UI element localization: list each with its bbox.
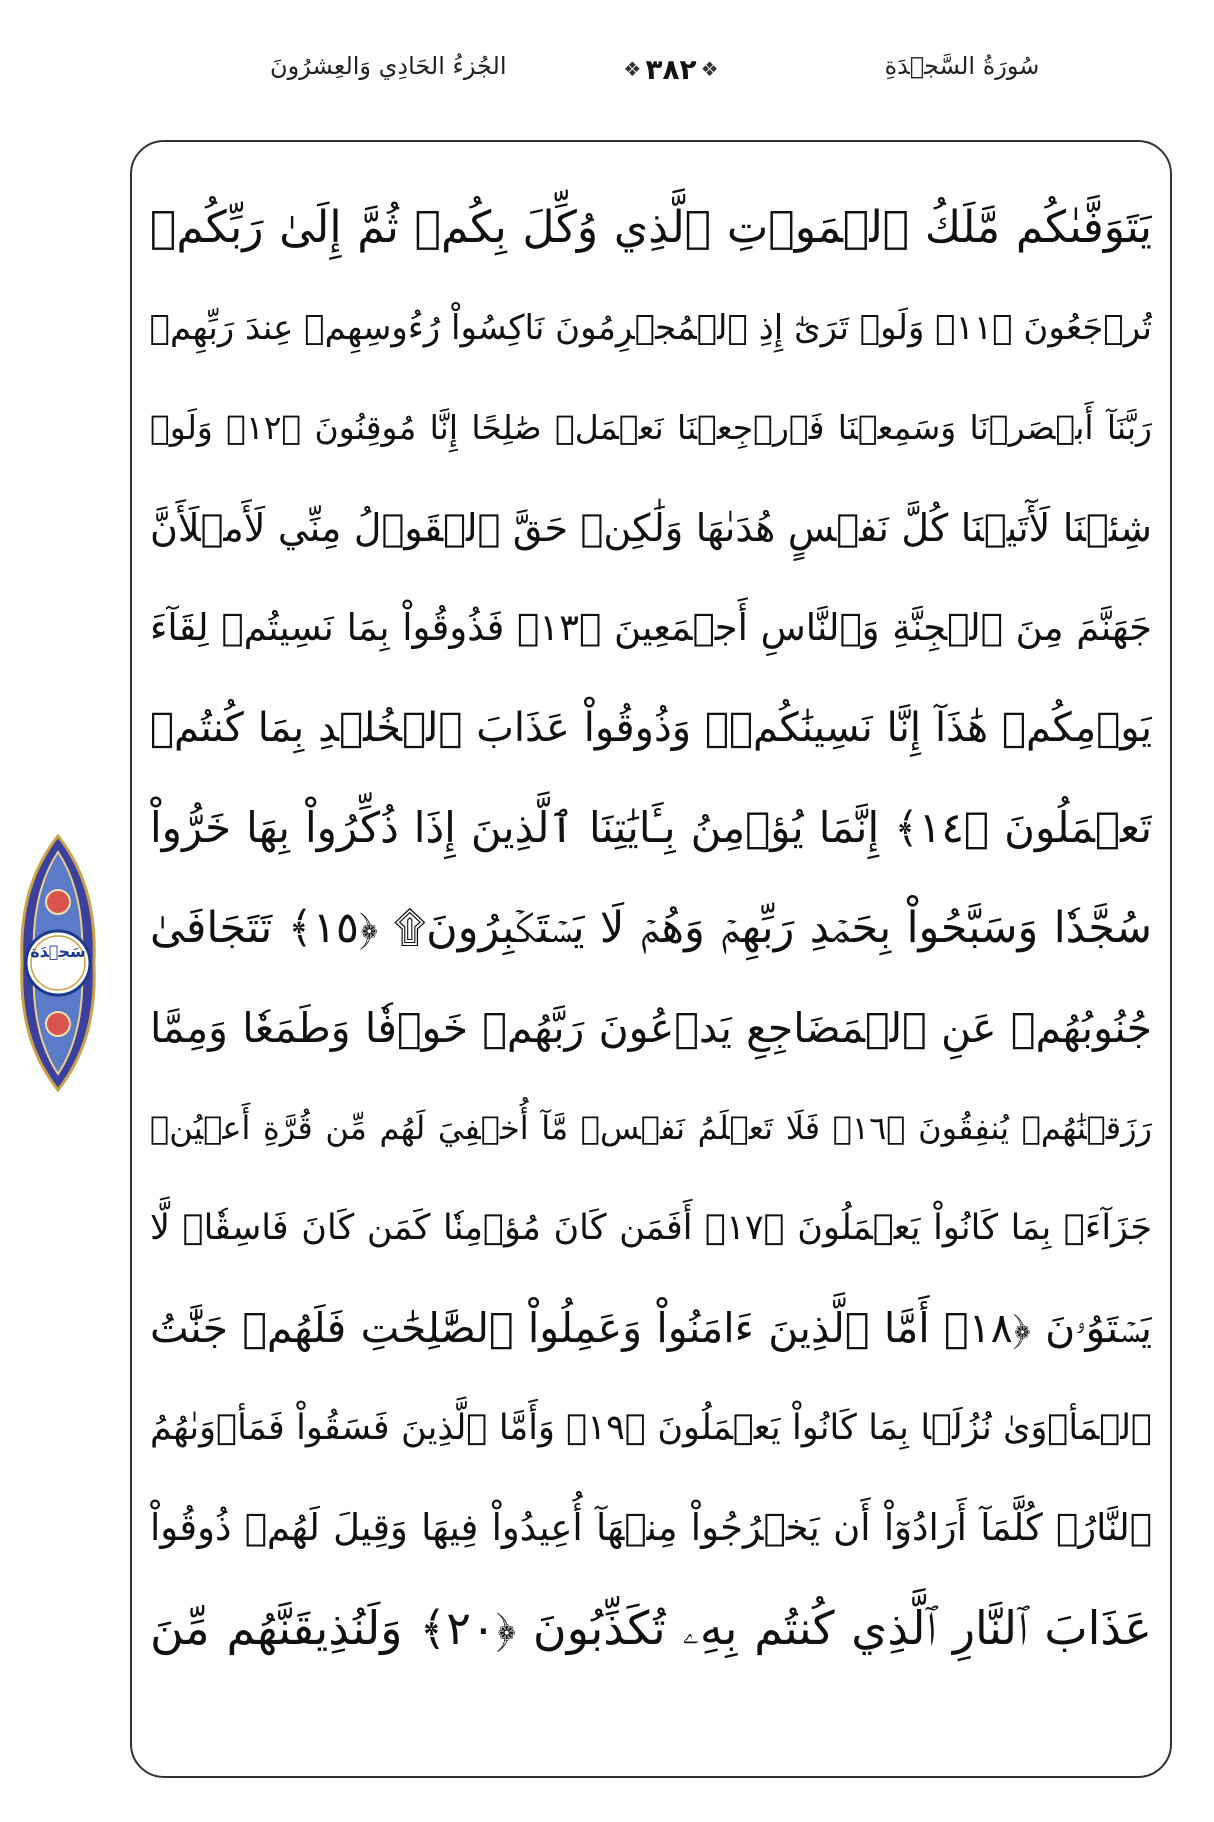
sajdah-ornament-icon — [16, 832, 100, 1094]
surah-name: سُورَةُ السَّجۡدَةِ — [884, 52, 1040, 80]
text-line: تَعۡمَلُونَ ﴿١٤﴾ إِنَّمَا يُؤۡمِنُ بِـَٔايَٰتِنَا ٱلَّذِينَ إِذَا ذُكِّرُواْ بِهَا خَرُّواْ — [150, 803, 1152, 852]
text-line: يَتَوَفَّىٰكُم مَّلَكُ ٱلۡمَوۡتِ ٱلَّذِي وُكِّلَ بِكُمۡ ثُمَّ إِلَىٰ رَبِّكُمۡ — [150, 202, 1152, 253]
page-header — [0, 48, 1214, 108]
juz-name: الجُزءُ الحَادِي وَالعِشرُونَ — [270, 52, 507, 80]
text-line: تُرۡجَعُونَ ﴿١١﴾ وَلَوۡ تَرَىٰٓ إِذِ ٱلۡمُجۡرِمُونَ نَاكِسُواْ رُءُوسِهِمۡ عِندَ رَبِّهِمۡ — [150, 308, 1152, 348]
text-line: رَزَقۡنَٰهُمۡ يُنفِقُونَ ﴿١٦﴾ فَلَا تَعۡلَمُ نَفۡسٞ مَّآ أُخۡفِيَ لَهُم مِّن قُرَّةِ أَعۡيُنٖ — [150, 1109, 1152, 1147]
sajdah-label: سَجۡدَة — [30, 942, 86, 961]
text-line: جَزَآءَۢ بِمَا كَانُواْ يَعۡمَلُونَ ﴿١٧﴾ أَفَمَن كَانَ مُؤۡمِنٗا كَمَن كَانَ فَاسِقٗاۚ لَّا — [150, 1208, 1152, 1248]
ornament-right-icon: ❖ — [623, 57, 642, 81]
text-line: رَبَّنَآ أَبۡصَرۡنَا وَسَمِعۡنَا فَٱرۡجِعۡنَا نَعۡمَلۡ صَٰلِحًا إِنَّا مُوقِنُونَ ﴿١٢﴾ وَلَوۡ — [150, 408, 1152, 447]
ornament-left-icon: ❖ — [700, 57, 719, 81]
text-line: جَهَنَّمَ مِنَ ٱلۡجِنَّةِ وَٱلنَّاسِ أَجۡمَعِينَ ﴿١٣﴾ فَذُوقُواْ بِمَا نَسِيتُمۡ لِقَآءَ — [150, 606, 1152, 649]
text-line: يَسۡتَوُۥنَ ﴿١٨﴾ أَمَّا ٱلَّذِينَ ءَامَنُواْ وَعَمِلُواْ ٱلصَّٰلِحَٰتِ فَلَهُمۡ جَنَّٰتُ — [150, 1304, 1152, 1352]
text-line: يَوۡمِكُمۡ هَٰذَآ إِنَّا نَسِينَٰكُمۡۖ وَذُوقُواْ عَذَابَ ٱلۡخُلۡدِ بِمَا كُنتُمۡ — [150, 705, 1152, 751]
text-line: ٱلۡمَأۡوَىٰ نُزُلَۢا بِمَا كَانُواْ يَعۡمَلُونَ ﴿١٩﴾ وَأَمَّا ٱلَّذِينَ فَسَقُواْ فَمَأۡوَىٰهُمُ — [150, 1408, 1152, 1448]
page-number — [596, 50, 746, 88]
text-line: جُنُوبُهُمۡ عَنِ ٱلۡمَضَاجِعِ يَدۡعُونَ رَبَّهُمۡ خَوۡفٗا وَطَمَعٗا وَمِمَّا — [150, 1004, 1152, 1052]
quran-text — [150, 178, 1152, 1678]
page-number-value: ٣٨٢ — [645, 52, 697, 86]
sajdah-marker — [16, 832, 100, 1094]
text-line: شِئۡنَا لَأٓتَيۡنَا كُلَّ نَفۡسٍ هُدَىٰهَا وَلَٰكِنۡ حَقَّ ٱلۡقَوۡلُ مِنِّي لَأَمۡلَأَنَّ — [150, 506, 1152, 550]
text-line: عَذَابَ ٱلنَّارِ ٱلَّذِي كُنتُم بِهِۦ تُكَذِّبُونَ ﴿٢٠﴾ وَلَنُذِيقَنَّهُم مِّنَ — [150, 1601, 1152, 1655]
text-line: سُجَّدٗا وَسَبَّحُواْ بِحَمۡدِ رَبِّهِمۡ وَهُمۡ لَا يَسۡتَكۡبِرُونَ۩ ﴿١٥﴾ تَتَجَافَىٰ — [150, 903, 1152, 953]
text-line: ٱلنَّارُۖ كُلَّمَآ أَرَادُوٓاْ أَن يَخۡرُجُواْ مِنۡهَآ أُعِيدُواْ فِيهَا وَقِيلَ لَهُمۡ ذُوقُواْ — [150, 1506, 1152, 1549]
